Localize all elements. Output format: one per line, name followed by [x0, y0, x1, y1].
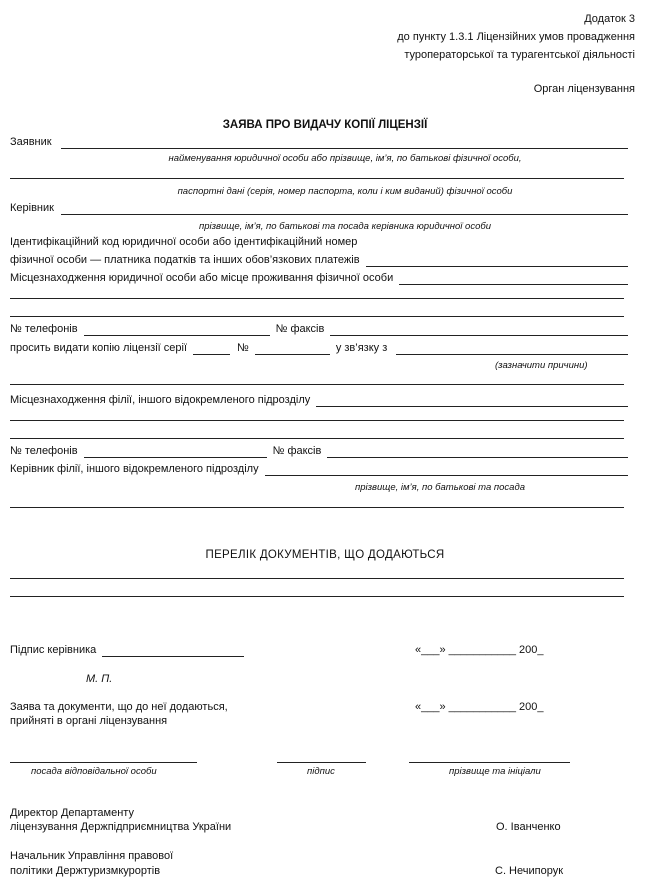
acceptance-date: «___» ___________ 200_ [415, 701, 544, 713]
applicant-field[interactable] [61, 138, 628, 149]
branch-location-line-3[interactable] [10, 438, 624, 439]
faxes-field[interactable] [330, 325, 628, 336]
head-field[interactable] [61, 204, 628, 215]
head-caption: прізвище, ім’я, по батькові та посада керівника юридичної особи [198, 221, 492, 232]
licensing-authority: Орган ліцензування [533, 83, 635, 95]
branch-head-field[interactable] [265, 465, 628, 476]
reason-field[interactable] [396, 344, 628, 355]
branch-phones-label: № телефонів [10, 445, 78, 457]
official-position-caption: посада відповідальної особи [31, 766, 157, 777]
reason-label: у зв’язку з [335, 342, 388, 354]
location-row [10, 272, 628, 285]
official-2-name: С. Нечипорук [495, 865, 564, 877]
applicant-label: Заявник [10, 136, 52, 148]
branch-contacts-row [10, 445, 628, 458]
applicant-name-caption: найменування юридичної особи або прізвище, ім’я, по батькові фізичної особи, [168, 153, 522, 164]
official-position-field[interactable] [10, 762, 197, 763]
documents-title: ПЕРЕЛІК ДОКУМЕНТІВ, ЩО ДОДАЮТЬСЯ [205, 549, 445, 561]
branch-faxes-field[interactable] [327, 447, 628, 458]
documents-line-1[interactable] [10, 578, 624, 579]
branch-head-caption: прізвище, ім’я, по батькові та посада [355, 482, 525, 493]
location-field-line-2[interactable] [10, 298, 624, 299]
official-name-field[interactable] [409, 762, 570, 763]
branch-head-line-2[interactable] [10, 507, 624, 508]
head-signature-field[interactable] [102, 646, 244, 657]
branch-head-label: Керівник філії, іншого відокремленого підрозділу [10, 463, 259, 475]
official-1-title-2: ліцензування Держпідприємництва України [10, 821, 232, 833]
head-row [10, 202, 628, 215]
reason-field-line-2[interactable] [10, 384, 624, 385]
official-2-title-1: Начальник Управління правової [10, 850, 174, 862]
branch-location-label: Місцезнаходження філії, іншого відокремленого підрозділу [10, 394, 311, 406]
official-name-caption: прізвище та ініціали [449, 766, 541, 777]
document-title: ЗАЯВА ПРО ВИДАЧУ КОПІЇ ЛІЦЕНЗІЇ [222, 119, 428, 131]
signature-date: «___» ___________ 200_ [415, 644, 544, 656]
request-label: просить видати копію ліцензії серії [10, 342, 188, 354]
head-label: Керівник [10, 202, 54, 214]
license-number-field[interactable] [255, 344, 330, 355]
contacts-row [10, 323, 628, 336]
branch-location-field[interactable] [316, 396, 628, 407]
head-signature-label: Підпис керівника [10, 644, 97, 656]
official-1-title-1: Директор Департаменту [10, 807, 134, 819]
documents-line-2[interactable] [10, 596, 624, 597]
id-code-label-1: Ідентифікаційний код юридичної особи або ідентифікаційний номер [10, 236, 358, 248]
branch-phones-field[interactable] [84, 447, 267, 458]
location-field[interactable] [399, 274, 628, 285]
phones-label: № телефонів [10, 323, 78, 335]
location-label: Місцезнаходження юридичної особи або місце проживання фізичної особи [10, 272, 394, 284]
id-code-label-2: фізичної особи — платника податків та інших обов’язкових платежів [10, 254, 360, 266]
request-row [10, 342, 628, 355]
official-signature-field[interactable] [277, 762, 366, 763]
license-number-label: № [237, 342, 249, 354]
appendix-reference-cont: туроператорської та турагентської діяльності [404, 49, 635, 61]
appendix-reference: до пункту 1.3.1 Ліцензійних умов провадження [397, 31, 635, 43]
acceptance-label-1: Заява та документи, що до неї додаються, [10, 701, 228, 713]
applicant-passport-caption: паспортні дані (серія, номер паспорта, коли і ким виданий) фізичної особи [177, 186, 513, 197]
applicant-row [10, 136, 628, 149]
id-code-field[interactable] [366, 256, 628, 267]
acceptance-label-2: прийняті в органі ліцензування [10, 715, 168, 727]
official-signature-caption: підпис [307, 766, 335, 777]
location-field-line-3[interactable] [10, 316, 624, 317]
branch-head-row [10, 463, 628, 476]
official-1-name: О. Іванченко [496, 821, 561, 833]
id-code-row [10, 254, 628, 267]
reason-caption: (зазначити причини) [495, 360, 588, 371]
stamp-place: М. П. [86, 673, 113, 685]
head-signature-row [10, 644, 244, 657]
license-series-field[interactable] [193, 344, 230, 355]
phones-field[interactable] [84, 325, 270, 336]
official-2-title-2: політики Держтуризмкурортів [10, 865, 161, 877]
branch-location-row [10, 394, 628, 407]
applicant-passport-field[interactable] [10, 178, 624, 179]
faxes-label: № факсів [275, 323, 325, 335]
appendix-number: Додаток 3 [584, 13, 635, 25]
branch-faxes-label: № факсів [272, 445, 322, 457]
branch-location-line-2[interactable] [10, 420, 624, 421]
